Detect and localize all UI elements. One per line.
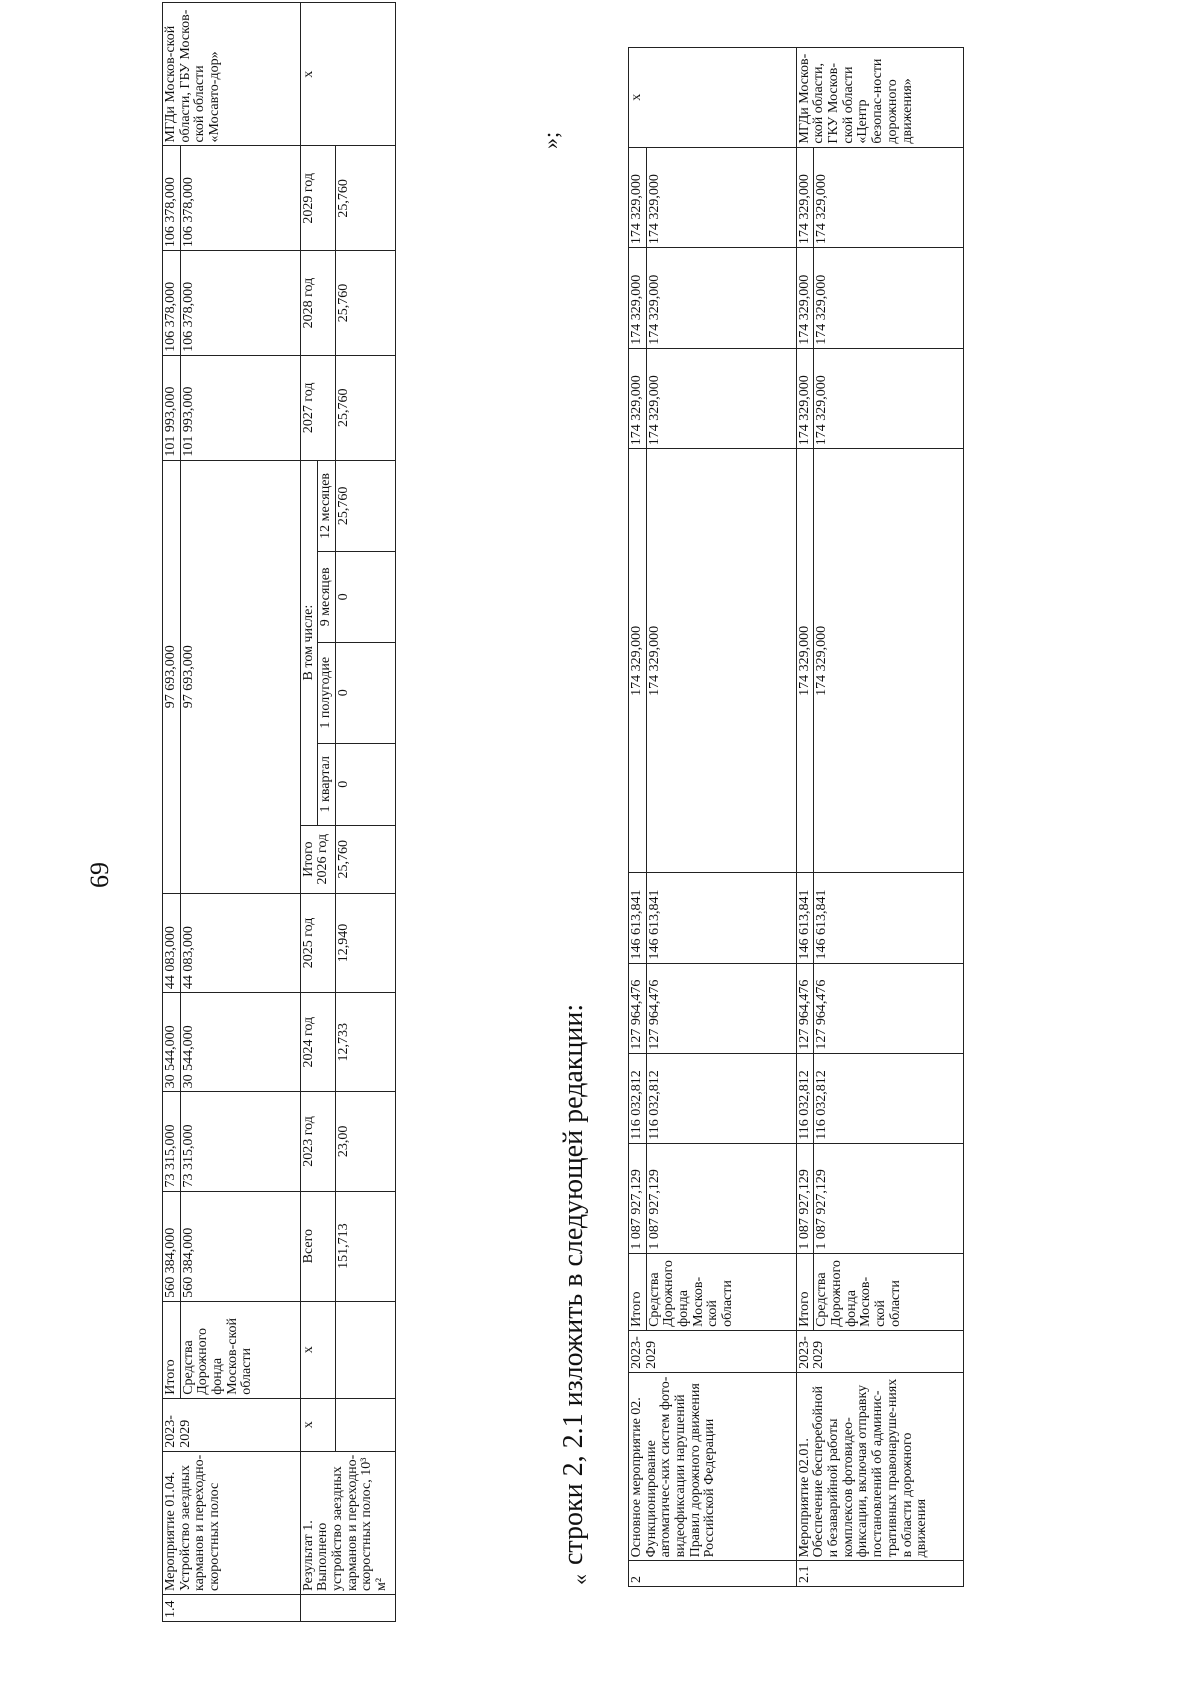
value-2025: 146 613,841 <box>796 873 814 963</box>
header-9m: 9 месяцев <box>318 552 336 642</box>
table-row <box>336 3 396 1622</box>
value-2029: 174 329,000 <box>646 147 796 248</box>
header-total: Всего <box>300 1191 335 1301</box>
executor: х <box>629 48 797 148</box>
value-2025: 44 083,000 <box>163 893 181 992</box>
total-value: 1 087 927,129 <box>629 1143 647 1253</box>
value-2028: 106 378,000 <box>163 251 181 356</box>
value-2027: 101 993,000 <box>163 355 181 460</box>
result-12m: 25,760 <box>336 460 396 552</box>
value-2027: 174 329,000 <box>814 348 964 449</box>
value-2024: 127 964,476 <box>646 963 796 1053</box>
result-9m: 0 <box>336 552 396 642</box>
value-2026: 174 329,000 <box>814 449 964 873</box>
executor: МГДи Москов-ской области, ГБУ Москов-ской области «Мосавто-дор» <box>163 3 301 146</box>
value-2026: 174 329,000 <box>646 449 796 873</box>
amendment-heading: строки 2, 2.1 изложить в следующей редакции: <box>558 1003 589 1565</box>
measure-name: Мероприятие 01.04. Устройство заездных карманов и переходно-скоростных полос <box>163 1451 301 1594</box>
value-2026: 174 329,000 <box>629 449 647 873</box>
result-2028: 25,760 <box>336 251 396 356</box>
total-value: 560 384,000 <box>163 1191 181 1301</box>
value-2027: 174 329,000 <box>629 348 647 449</box>
page-number: 69 <box>85 862 114 888</box>
row-number: 1.4 <box>163 1595 301 1622</box>
source-label: Итого <box>629 1253 647 1330</box>
header-2025: 2025 год <box>300 893 335 992</box>
measure-name: Основное мероприятие 02. Функционирование автоматичес-ких систем фото-видеофиксации нарушений Правил дорожного движения Российской Федерации <box>629 1372 797 1561</box>
result-2029: 25,760 <box>336 146 396 251</box>
value-2023: 73 315,000 <box>180 1092 300 1191</box>
table-measure-1-4 <box>162 2 396 1622</box>
period: 2023-2029 <box>629 1330 797 1372</box>
value-2026: 174 329,000 <box>796 449 814 873</box>
table-measure-2 <box>628 47 964 1587</box>
result-h1: 0 <box>336 642 396 743</box>
value-2023: 116 032,812 <box>814 1053 964 1143</box>
result-2025: 12,940 <box>336 893 396 992</box>
value-2023: 116 032,812 <box>796 1053 814 1143</box>
value-2025: 44 083,000 <box>180 893 300 992</box>
value-2026: 97 693,000 <box>163 460 181 893</box>
result-2023: 23,00 <box>336 1092 396 1191</box>
period: 2023-2029 <box>163 1398 301 1451</box>
result-name: Результат 1. Выполнено устройство заездных карманов и переходно-скоростных полос, 10³ м² <box>300 1451 395 1594</box>
value-2027: 101 993,000 <box>180 355 300 460</box>
value-2029: 174 329,000 <box>796 147 814 248</box>
value-2025: 146 613,841 <box>814 873 964 963</box>
source-label: Средства Дорожного фонда Москов-ской области <box>180 1301 300 1398</box>
header-12m: 12 месяцев <box>318 460 336 552</box>
header-2027: 2027 год <box>300 355 335 460</box>
header-q1: 1 квартал <box>318 743 336 825</box>
value-2026: 97 693,000 <box>180 460 300 893</box>
table-row <box>300 3 318 1622</box>
row-number: 2.1 <box>796 1561 964 1587</box>
header-2028: 2028 год <box>300 251 335 356</box>
value-2023: 73 315,000 <box>163 1092 181 1191</box>
value-2028: 106 378,000 <box>180 251 300 356</box>
value-2029: 106 378,000 <box>163 146 181 251</box>
x-mark: х <box>300 3 395 146</box>
total-value: 560 384,000 <box>180 1191 300 1301</box>
value-2023: 116 032,812 <box>646 1053 796 1143</box>
x-mark: х <box>300 1398 335 1451</box>
result-q1: 0 <box>336 743 396 825</box>
row-number: 2 <box>629 1561 797 1587</box>
table-row <box>163 3 181 1622</box>
value-2027: 174 329,000 <box>796 348 814 449</box>
result-2024: 12,733 <box>336 993 396 1092</box>
value-2028: 174 329,000 <box>629 248 647 349</box>
header-h1: 1 полугодие <box>318 642 336 743</box>
table-row <box>180 3 300 1622</box>
value-2027: 174 329,000 <box>646 348 796 449</box>
executor: МГДи Москов-ской области, ГКУ Москов-ской области «Центр безопас-ности дорожного движения» <box>796 48 964 148</box>
result-total: 151,713 <box>336 1191 396 1301</box>
value-2024: 30 544,000 <box>163 993 181 1092</box>
value-2028: 174 329,000 <box>814 248 964 349</box>
header-including: В том числе: <box>300 460 318 825</box>
x-mark: х <box>300 1301 335 1398</box>
header-2029: 2029 год <box>300 146 335 251</box>
table-row <box>796 48 814 1587</box>
table-row <box>629 48 647 1587</box>
source-label: Средства Дорожного фонда Москов-ской области <box>646 1253 796 1330</box>
open-quote: « <box>567 1574 592 1585</box>
value-2029: 174 329,000 <box>814 147 964 248</box>
value-2028: 174 329,000 <box>646 248 796 349</box>
value-2024: 127 964,476 <box>796 963 814 1053</box>
value-2024: 127 964,476 <box>629 963 647 1053</box>
source-label: Итого <box>163 1301 181 1398</box>
value-2024: 127 964,476 <box>814 963 964 1053</box>
measure-name: Мероприятие 02.01. Обеспечение бесперебойной и безаварийной работы комплексов фотовидео-фиксации, включая отправку постановлений об админис-тративных правонаруше-ниях в области дорожного движения <box>796 1372 964 1561</box>
value-2029: 106 378,000 <box>180 146 300 251</box>
source-label: Итого <box>796 1253 814 1330</box>
result-2027: 25,760 <box>336 355 396 460</box>
value-2028: 174 329,000 <box>796 248 814 349</box>
value-2029: 174 329,000 <box>629 147 647 248</box>
value-2025: 146 613,841 <box>629 873 647 963</box>
value-2024: 30 544,000 <box>180 993 300 1092</box>
value-2025: 146 613,841 <box>646 873 796 963</box>
period: 2023-2029 <box>796 1330 964 1372</box>
value-2023: 116 032,812 <box>629 1053 647 1143</box>
header-2024: 2024 год <box>300 993 335 1092</box>
total-value: 1 087 927,129 <box>646 1143 796 1253</box>
header-2026: Итого 2026 год <box>300 825 335 893</box>
source-label: Средства Дорожного фонда Москов-ской области <box>814 1253 964 1330</box>
total-value: 1 087 927,129 <box>814 1143 964 1253</box>
header-2023: 2023 год <box>300 1092 335 1191</box>
close-quote: »; <box>538 131 563 149</box>
result-2026: 25,760 <box>336 825 396 893</box>
total-value: 1 087 927,129 <box>796 1143 814 1253</box>
